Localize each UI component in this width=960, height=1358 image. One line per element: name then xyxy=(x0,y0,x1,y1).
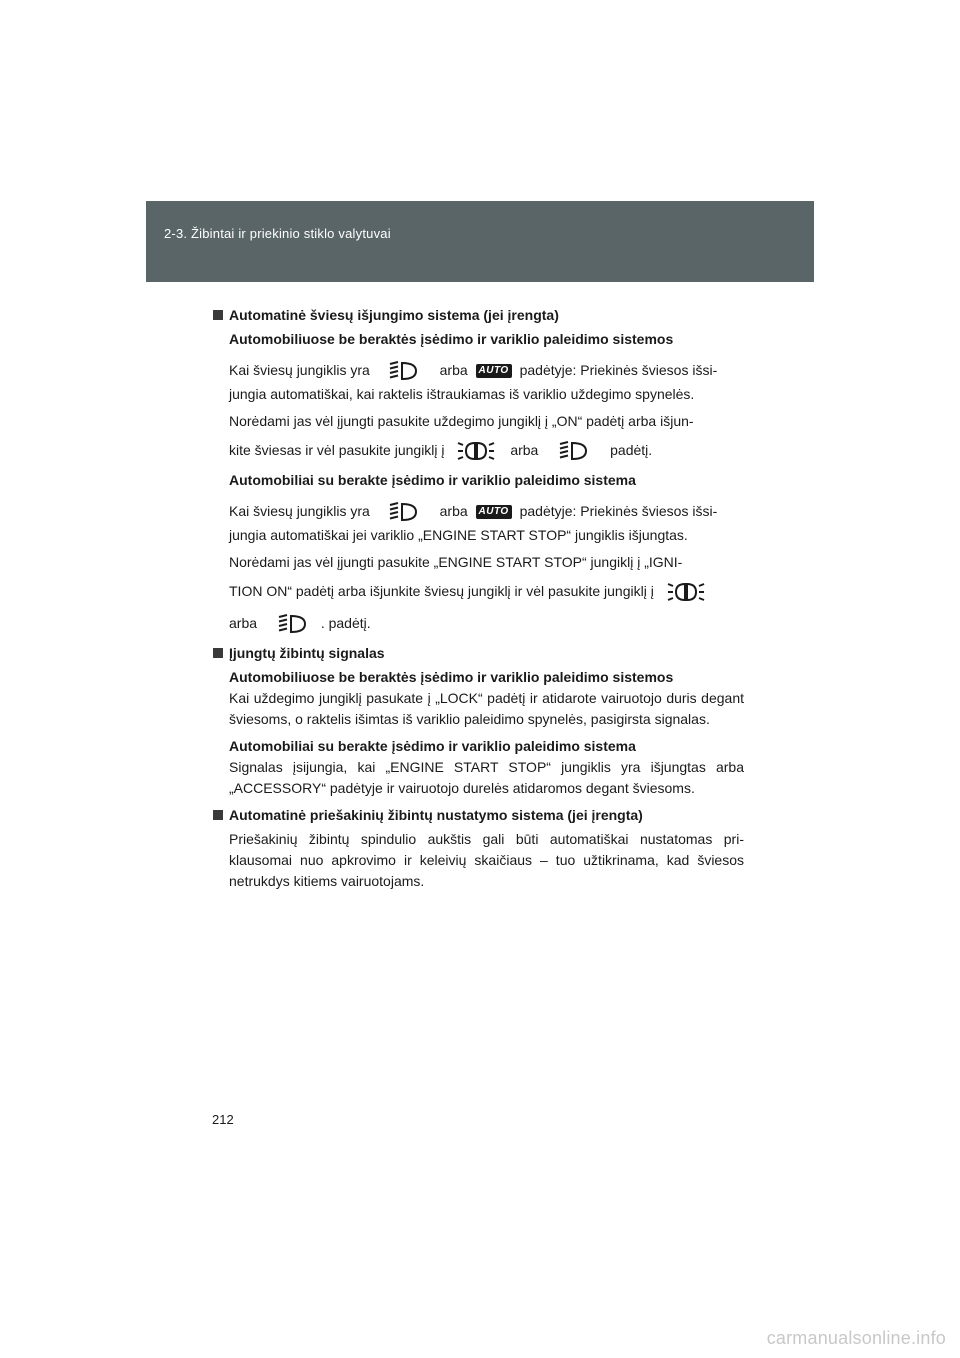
auto-icon: AUTO xyxy=(476,364,512,378)
paragraph: Priešakinių žibintų spindulio aukštis gali būti automatiškai nustatomas pri- klausomai nuo apkrovimo ir keleivių skaičiaus – tuo užtikrinama, kad šviesos netrukdys kitiems vairuotojams. xyxy=(229,831,744,889)
section-title: 2-3. Žibintai ir priekinio stiklo valytuvai xyxy=(164,226,391,241)
paragraph: Kai uždegimo jungiklį pasukate į „LOCK“ padėtį ir atidarote vairuotojo duris degant šviesoms, o raktelis išimtas iš variklio paleidimo spynelės, pasigirsta signalas. xyxy=(229,690,744,727)
section-heading-lights-on-buzzer xyxy=(212,643,744,664)
paragraph: Signalas įsijungia, kai „ENGINE START STOP“ jungiklis yra išjungtas arba „ACCESSORY“ padėtyje ir vairuotojo durelės atidaromos degant šviesoms. xyxy=(229,759,744,796)
text: arba xyxy=(510,442,539,458)
tail-light-icon xyxy=(666,580,706,604)
bullet-square-icon xyxy=(213,810,223,820)
paragraph xyxy=(229,609,744,637)
text: arba xyxy=(229,615,258,631)
section-heading-auto-leveling xyxy=(212,805,744,826)
auto-icon: AUTO xyxy=(476,505,512,519)
text: Kai šviesų jungiklis yra xyxy=(229,362,370,378)
text: arba xyxy=(439,503,468,519)
paragraph xyxy=(229,356,744,384)
paragraph xyxy=(229,436,744,464)
subheading: Automobiliuose be beraktės įsėdimo ir variklio paleidimo sistemos xyxy=(229,331,674,347)
subheading: Automobiliuose be beraktės įsėdimo ir variklio paleidimo sistemos xyxy=(229,669,674,685)
text: padėtyje: Priekinės šviesos išsi- xyxy=(519,362,718,378)
text: arba xyxy=(439,362,468,378)
text: padėtį. xyxy=(610,442,653,458)
subheading: Automobiliai su berakte įsėdimo ir variklio paleidimo sistema xyxy=(229,738,636,754)
paragraph: Norėdami jas vėl įjungti pasukite „ENGINE START STOP“ jungiklį į „IGNI- xyxy=(229,554,683,570)
subheading: Automobiliai su berakte įsėdimo ir variklio paleidimo sistema xyxy=(229,472,636,488)
section-header-band xyxy=(146,201,814,282)
section-heading-text: Įjungtų žibintų signalas xyxy=(229,645,385,661)
headlight-icon xyxy=(556,440,592,462)
text: padėtyje: Priekinės šviesos išsi- xyxy=(519,503,718,519)
headlight-icon xyxy=(386,360,422,382)
page-content xyxy=(212,305,744,892)
text: kite šviesas ir vėl pasukite jungiklį į xyxy=(229,442,445,458)
paragraph: jungia automatiškai jei variklio „ENGINE START STOP“ jungiklis išjungtas. xyxy=(229,527,688,543)
paragraph: jungia automatiškai, kai raktelis ištraukiamas iš variklio uždegimo spynelės. xyxy=(229,386,695,402)
text: Kai šviesų jungiklis yra xyxy=(229,503,370,519)
headlight-icon xyxy=(386,501,422,523)
text: . padėtį. xyxy=(320,615,371,631)
page-number: 212 xyxy=(212,1112,234,1127)
section-heading-auto-light-off xyxy=(212,305,744,326)
section-heading-text: Automatinė priešakinių žibintų nustatymo sistema (jei įrengta) xyxy=(229,807,643,823)
headlight-icon xyxy=(275,613,311,635)
tail-light-icon xyxy=(456,439,496,463)
bullet-square-icon xyxy=(213,648,223,658)
section-heading-text: Automatinė šviesų išjungimo sistema (jei įrengta) xyxy=(229,307,559,323)
watermark: carmanualsonline.info xyxy=(766,1328,946,1348)
paragraph xyxy=(229,577,744,605)
paragraph: Norėdami jas vėl įjungti pasukite uždegimo jungiklį į „ON“ padėtį arba išjun- xyxy=(229,413,694,429)
bullet-square-icon xyxy=(213,310,223,320)
paragraph xyxy=(229,497,744,525)
text: TION ON“ padėtį arba išjunkite šviesų jungiklį ir vėl pasukite jungiklį į xyxy=(229,583,654,599)
